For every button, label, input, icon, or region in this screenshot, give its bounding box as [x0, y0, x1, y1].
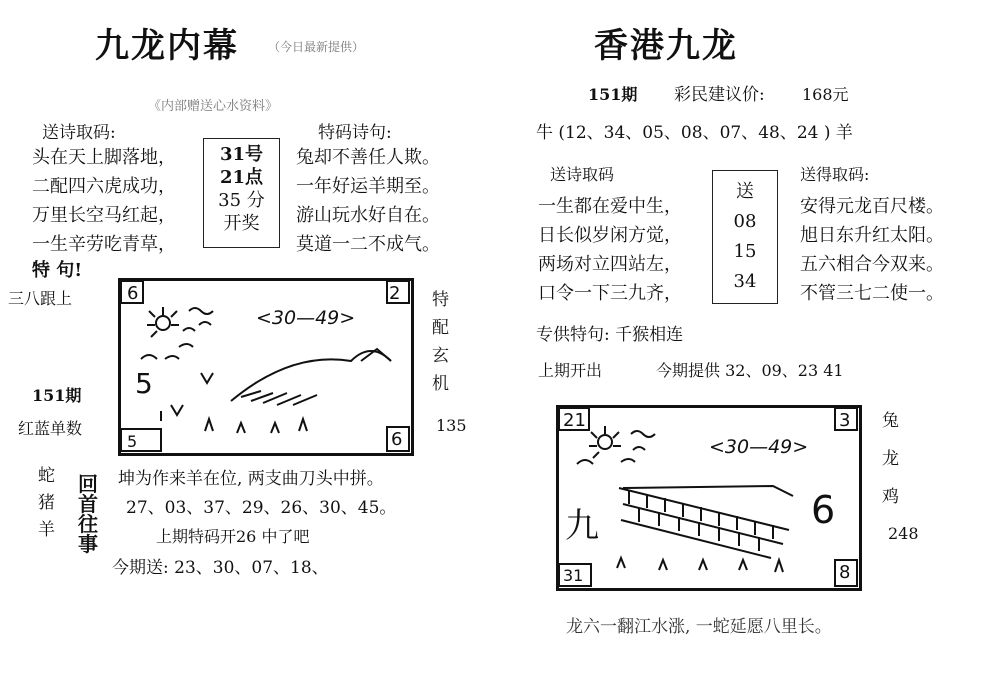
left-pic-sketch [121, 281, 411, 453]
numbers-line: 27、03、37、29、26、30、45。 [126, 498, 397, 518]
right-poem-heading-2: 送得取码: [800, 165, 870, 184]
book-note: 《内部赠送心水资料》 [148, 99, 279, 114]
code-poem-line: 一年好运羊期至。 [296, 176, 440, 197]
pic-num-bottom-right: 6 [391, 429, 403, 450]
draw-day: 31号 [219, 144, 264, 165]
poem-line: 一生辛劳吃青草， [32, 234, 176, 255]
draw-open: 开奖 [223, 213, 260, 234]
left-issue: 151期 [32, 386, 82, 405]
right-pic-sketch [559, 408, 859, 588]
animal-item: 蛇 [38, 466, 55, 486]
animal-item: 羊 [38, 520, 55, 540]
send-box-number: 15 [733, 241, 757, 262]
left-picture-frame [118, 278, 414, 456]
vertical-char: 兔 [882, 411, 899, 431]
ox-line: 牛 (12、34、05、08、07、48、24 ) 羊 [536, 123, 853, 143]
right-poem-lines [538, 192, 682, 308]
hint-line: 坤为作来羊在位, 两支曲刀头中拼。 [118, 469, 384, 489]
right-poem-line: 两场对立四站左， [538, 254, 682, 275]
send-box [712, 170, 778, 304]
return-char: 回 [78, 472, 98, 496]
pic-num-bottom-left: 31 [563, 566, 584, 585]
vertical-char: 配 [432, 318, 449, 338]
right-right-number: 248 [888, 524, 919, 543]
poem-heading: 送诗取码: [42, 123, 116, 143]
pic-inner-right: 6 [811, 488, 836, 532]
right-poem-line-2: 五六相合今双来。 [800, 254, 944, 275]
poem-lines [32, 143, 176, 259]
send-box-number: 34 [733, 271, 757, 292]
pic-num-bottom-left: 5 [127, 432, 138, 451]
pic-range-text: <30—49> [709, 436, 809, 458]
right-picture-frame [556, 405, 862, 591]
suggest-label: 彩民建议价: [674, 85, 765, 105]
code-poem-line: 兔却不善任人欺。 [296, 147, 440, 168]
today-send: 今期送: 23、30、07、18、 [112, 558, 329, 578]
return-label [78, 474, 98, 554]
special-label: 特 句! [32, 260, 83, 281]
suggest-value: 168元 [802, 85, 849, 104]
pic-inner-num: 5 [135, 367, 153, 400]
last-open: 上期开出 [538, 361, 603, 380]
vertical-char: 龙 [882, 449, 899, 469]
poem-line: 二配四六虎成功， [32, 176, 176, 197]
left-subtitle: （今日最新提供） [268, 40, 365, 54]
right-poem-line: 一生都在爱中生， [538, 196, 682, 217]
left-title: 九龙内幕 [95, 26, 239, 66]
code-poem-line: 游山玩水好自在。 [296, 205, 440, 226]
left-right-number: 135 [436, 416, 467, 435]
pic-num-top-left: 21 [563, 410, 586, 431]
right-footer: 龙六一翻江水涨, 一蛇延愿八里长。 [566, 617, 832, 637]
animal-item: 猪 [38, 493, 55, 513]
draw-minute: 35 分 [218, 190, 265, 211]
right-poem-lines-2 [800, 192, 944, 308]
poem-line: 万里长空马红起， [32, 205, 176, 226]
vertical-char: 玄 [432, 346, 449, 366]
pic-inner-left: 九 [565, 506, 599, 546]
return-char: 首 [78, 492, 98, 516]
right-poem-line-2: 安得元龙百尺楼。 [800, 196, 944, 217]
code-poem-heading: 特码诗句: [318, 123, 392, 143]
color-label: 红蓝单数 [18, 419, 83, 438]
right-title: 香港九龙 [594, 26, 738, 66]
right-poem-line-2: 旭日东升红太阳。 [800, 225, 944, 246]
draw-time-box [203, 138, 280, 248]
animal-list [38, 463, 55, 544]
send-box-label: 送 [736, 181, 754, 202]
special-line: 专供特句: 千猴相连 [536, 325, 684, 345]
return-char: 事 [78, 532, 98, 556]
right-vertical [882, 402, 899, 516]
pic-num-top-right: 3 [839, 410, 851, 431]
left-vertical [432, 286, 449, 398]
right-poem-heading: 送诗取码 [550, 165, 615, 184]
today-offer: 今期提供 32、09、23 41 [656, 361, 844, 380]
last-period: 上期特码开26 中了吧 [156, 527, 310, 546]
draw-hour: 21点 [219, 167, 264, 188]
follow-label: 三八跟上 [8, 289, 73, 308]
code-poem-lines [296, 143, 440, 259]
return-char: 往 [78, 512, 98, 536]
code-poem-line: 莫道一二不成气。 [296, 234, 440, 255]
right-poem-line: 口令一下三九齐， [538, 283, 682, 304]
pic-num-bottom-right: 8 [839, 562, 851, 583]
vertical-char: 鸡 [882, 487, 899, 507]
vertical-char: 特 [432, 290, 449, 310]
pic-num-top-right: 2 [389, 283, 401, 304]
send-box-number: 08 [733, 211, 757, 232]
pic-range-text: <30—49> [256, 307, 356, 329]
pic-num-top-left: 6 [127, 283, 139, 304]
right-issue: 151期 [588, 85, 638, 104]
right-poem-line: 日长似岁闲方觉， [538, 225, 682, 246]
vertical-char: 机 [432, 374, 449, 394]
right-poem-line-2: 不管三七二使一。 [800, 283, 944, 304]
poem-line: 头在天上脚落地， [32, 147, 176, 168]
